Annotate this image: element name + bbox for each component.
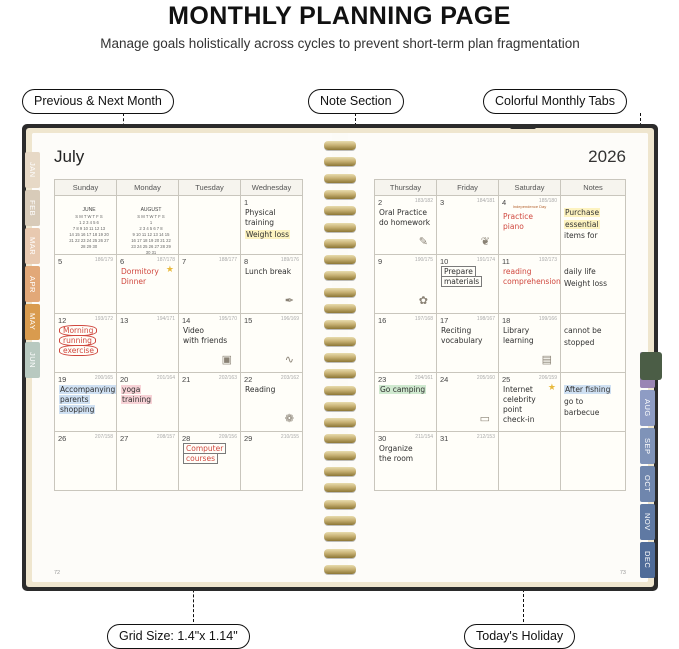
day-number: 5	[58, 257, 63, 266]
day-note	[183, 444, 237, 464]
day-note	[503, 212, 557, 232]
month-tab-apr[interactable]: APR	[25, 266, 40, 302]
page-title: MONTHLY PLANNING PAGE	[168, 2, 511, 30]
day-index-label: 192/173	[538, 257, 557, 263]
day-note-line: shopping	[60, 405, 95, 414]
day-number: 30	[378, 434, 387, 443]
notes-cell[interactable]	[561, 255, 626, 314]
day-index-label: 184/181	[476, 198, 495, 204]
day-note-line: Dormitory	[121, 267, 159, 276]
monitor-icon: ▣	[221, 354, 232, 366]
day-note-line: check-in	[503, 415, 535, 424]
month-tab-aug[interactable]: AUG	[640, 390, 655, 426]
note-icon: ▭	[479, 413, 490, 425]
calendar-grid	[54, 179, 303, 491]
calendar-day-cell[interactable]	[241, 255, 303, 314]
calendar-day-cell[interactable]	[117, 314, 179, 373]
month-tab-oct[interactable]: OCT	[640, 466, 655, 502]
calendar-day-cell[interactable]	[55, 255, 117, 314]
day-index-label: 210/155	[280, 434, 299, 440]
spiral-ring	[324, 516, 356, 525]
day-note	[59, 326, 113, 356]
calendar-week-row	[375, 255, 626, 314]
day-number: 18	[502, 316, 511, 325]
day-note	[503, 326, 557, 346]
weekday-header-friday: Friday	[437, 180, 499, 196]
notes-line: essential	[565, 219, 599, 229]
calendar-day-cell[interactable]	[499, 314, 561, 373]
day-note-line: training	[122, 395, 152, 404]
weekday-header-monday: Monday	[117, 180, 179, 196]
day-index-label: 190/175	[414, 257, 433, 263]
spiral-ring	[324, 304, 356, 313]
day-note-line: Organize	[379, 444, 413, 453]
day-note-line: comprehension	[503, 277, 561, 286]
day-note	[121, 385, 175, 405]
month-tab-sep[interactable]: SEP	[640, 428, 655, 464]
leaf-icon: ❦	[480, 236, 490, 248]
day-index-label: 196/169	[280, 316, 299, 322]
day-number: 16	[378, 316, 387, 325]
day-number: 29	[244, 434, 253, 443]
month-tab-feb[interactable]: FEB	[25, 190, 40, 226]
spiral-ring	[324, 337, 356, 346]
spiral-ring	[324, 418, 356, 427]
day-index-label: 198/167	[476, 316, 495, 322]
mini-month-header: S M T W T F S	[137, 214, 165, 219]
spiral-ring	[324, 239, 356, 248]
calendar-week-row	[55, 255, 303, 314]
calendar-week-row	[375, 373, 626, 432]
calendar-day-cell[interactable]	[375, 314, 437, 373]
mini-month-row: 28 29 30	[80, 244, 98, 249]
day-index-label: 199/166	[538, 316, 557, 322]
calendar-day-cell[interactable]	[117, 255, 179, 314]
day-note-line: courses	[183, 454, 237, 464]
day-index-label: 183/182	[414, 198, 433, 204]
calendar-day-cell[interactable]	[55, 196, 117, 255]
day-index-label: 207/158	[94, 434, 113, 440]
day-number: 22	[244, 375, 253, 384]
day-index-label: 209/156	[218, 434, 237, 440]
day-note-line: Lunch break	[245, 267, 292, 276]
flower-icon: ✿	[418, 295, 428, 307]
pencil-icon: ✎	[418, 236, 428, 248]
mini-month-row: 1 2 3 4 5 6	[79, 220, 99, 225]
sparkle-icon: ❁	[284, 413, 294, 425]
day-note	[379, 208, 433, 228]
day-index-label: 195/170	[218, 316, 237, 322]
mini-month-header: S M T W T F S	[75, 214, 103, 219]
notes-line: items for	[564, 231, 598, 240]
calendar-day-cell[interactable]	[499, 432, 561, 491]
spiral-ring	[324, 532, 356, 541]
day-number: 20	[120, 375, 129, 384]
day-index-label: 200/165	[94, 375, 113, 381]
weekday-header-saturday: Saturday	[499, 180, 561, 196]
spiral-ring	[324, 565, 356, 574]
day-note-line: point	[503, 405, 523, 414]
day-number: 28	[182, 434, 191, 443]
day-note-line: celebrity	[503, 395, 536, 404]
calendar-day-cell[interactable]	[179, 255, 241, 314]
mini-month-row: 21 22 23 24 25 26 27	[69, 238, 109, 243]
day-note	[183, 326, 237, 346]
day-note	[503, 267, 561, 287]
spiral-ring	[324, 141, 356, 150]
day-number: 12	[58, 316, 67, 325]
callout-colorful-monthly-tabs: Colorful Monthly Tabs	[483, 89, 627, 114]
calendar-day-cell[interactable]	[375, 255, 437, 314]
spiral-ring	[324, 549, 356, 558]
day-note	[245, 208, 299, 228]
weekday-header-wednesday: Wednesday	[241, 180, 303, 196]
callout-note-section: Note Section	[308, 89, 404, 114]
day-index-label: 201/164	[156, 375, 175, 381]
day-note-line: Internet	[503, 385, 533, 394]
day-number: 14	[182, 316, 191, 325]
day-number: 1	[244, 198, 249, 207]
day-note-line: reading	[503, 267, 532, 276]
calendar-day-cell[interactable]	[437, 314, 499, 373]
notes-text	[564, 325, 622, 348]
calendar-day-cell[interactable]	[117, 432, 179, 491]
star-icon: ★	[547, 382, 556, 392]
day-note	[379, 385, 433, 395]
calendar-day-cell[interactable]	[179, 314, 241, 373]
day-note-line: Go camping	[380, 385, 426, 394]
spiral-ring	[324, 223, 356, 232]
day-note-line: parents	[60, 395, 89, 404]
month-tab-jan[interactable]: JAN	[25, 152, 40, 188]
notes-line: barbecue	[564, 408, 600, 417]
spiral-ring	[324, 483, 356, 492]
month-tab-may[interactable]: MAY	[25, 304, 40, 340]
day-index-label: 208/157	[156, 434, 175, 440]
day-note-line: Reading	[245, 385, 276, 394]
month-tab-nov[interactable]: NOV	[640, 504, 655, 540]
day-number: 24	[440, 375, 449, 384]
day-number: 21	[182, 375, 191, 384]
spiral-ring	[324, 271, 356, 280]
notes-cell[interactable]	[561, 373, 626, 432]
day-index-label: 197/168	[414, 316, 433, 322]
month-label: July	[54, 147, 85, 166]
day-note-secondary: Weight loss	[246, 230, 290, 239]
spiral-ring	[324, 386, 356, 395]
weekday-header-notes: Notes	[561, 180, 626, 196]
calendar-day-cell[interactable]	[241, 373, 303, 432]
calendar-day-cell[interactable]	[179, 373, 241, 432]
notes-line: stopped	[564, 337, 595, 347]
day-number: 26	[58, 434, 67, 443]
calendar-day-cell[interactable]	[437, 196, 499, 255]
month-tab-mar[interactable]: MAR	[25, 228, 40, 264]
day-index-label: 206/159	[538, 375, 557, 381]
calendar-day-cell[interactable]	[499, 196, 561, 255]
day-note	[441, 326, 495, 346]
day-note-line: running	[59, 336, 113, 346]
spiral-ring	[324, 402, 356, 411]
calendar-week-row	[375, 196, 626, 255]
day-number: 19	[58, 375, 67, 384]
calendar-week-row	[55, 373, 303, 432]
binder-clip	[510, 124, 536, 129]
day-note-line: Accompanying	[60, 385, 116, 394]
calendar-week-row	[375, 432, 626, 491]
day-number: 2	[378, 198, 383, 207]
day-number: 27	[120, 434, 129, 443]
notes-cell[interactable]	[561, 314, 626, 373]
mini-month-row: 9 10 11 12 13 14 15	[132, 232, 170, 237]
notes-cell[interactable]	[561, 432, 626, 491]
spiral-ring	[324, 206, 356, 215]
day-note-line: Computer	[183, 444, 237, 454]
spiral-ring	[324, 467, 356, 476]
calendar-day-cell[interactable]	[375, 432, 437, 491]
day-note-line: the room	[379, 454, 414, 463]
planner-book	[22, 124, 658, 591]
mini-month-row: 1	[149, 220, 153, 225]
spiral-ring	[324, 451, 356, 460]
callout-todays-holiday: Today's Holiday	[464, 624, 575, 649]
spiral-ring	[324, 434, 356, 443]
day-number: 9	[378, 257, 383, 266]
spiral-ring	[324, 190, 356, 199]
day-note	[379, 444, 433, 464]
scribble-icon: ∿	[284, 354, 294, 366]
weekday-header-sunday: Sunday	[55, 180, 117, 196]
mini-month-row: 2 3 4 5 6 7 8	[139, 226, 163, 231]
day-note-line: Practice	[503, 212, 533, 221]
mini-month-june	[58, 207, 120, 250]
notes-cell[interactable]	[561, 196, 626, 255]
notes-line: daily life	[564, 267, 596, 276]
day-note-line: materials	[441, 277, 495, 287]
day-note-line: vocabulary	[441, 336, 483, 345]
day-index-label: 202/163	[218, 375, 237, 381]
day-note	[245, 267, 299, 277]
spiral-ring	[324, 320, 356, 329]
calendar-day-cell[interactable]	[437, 432, 499, 491]
day-index-label: 204/161	[414, 375, 433, 381]
day-number: 17	[440, 316, 449, 325]
spiral-ring	[324, 174, 356, 183]
day-note-line: Oral Practice	[379, 208, 428, 217]
day-note-line: do homework	[379, 218, 431, 227]
day-note-line: learning	[503, 336, 534, 345]
calendar-day-cell[interactable]	[117, 196, 179, 255]
elastic-closure	[640, 352, 662, 380]
notes-line: After fishing	[565, 385, 611, 394]
mini-month-row: 7 8 9 10 11 12 13	[72, 226, 106, 231]
spiral-ring	[324, 353, 356, 362]
day-note-line: yoga	[122, 385, 141, 394]
day-note-line: Reciting	[441, 326, 472, 335]
day-note	[441, 267, 495, 287]
day-note-line: exercise	[59, 346, 113, 356]
day-number: 10	[440, 257, 449, 266]
day-number: 15	[244, 316, 253, 325]
weekday-header-tuesday: Tuesday	[179, 180, 241, 196]
spiral-ring	[324, 369, 356, 378]
day-index-label: 212/153	[476, 434, 495, 440]
page-subtitle: Manage goals holistically across cycles to prevent short-term plan fragmentation	[100, 36, 580, 51]
star-icon: ★	[165, 264, 174, 274]
notes-text	[564, 207, 622, 242]
mini-month-title: JUNE	[82, 207, 96, 213]
weekday-header-thursday: Thursday	[375, 180, 437, 196]
notes-line: Purchase	[565, 208, 600, 217]
day-note-line: Dinner	[121, 277, 147, 286]
calendar-day-cell[interactable]	[241, 196, 303, 255]
mini-month-title: AUGUST	[140, 207, 162, 213]
calendar-day-cell[interactable]	[179, 196, 241, 255]
day-number: 4	[502, 198, 507, 207]
day-number: 11	[502, 257, 510, 266]
day-note-line: with friends	[183, 336, 228, 345]
callout-grid-size: Grid Size: 1.4"x 1.14"	[107, 624, 250, 649]
day-number: 13	[120, 316, 129, 325]
notes-text	[564, 266, 622, 289]
spiral-ring	[324, 288, 356, 297]
mini-month-row: 23 24 25 26 27 28 29	[131, 244, 171, 249]
calendar-day-cell[interactable]	[55, 432, 117, 491]
day-index-label: 193/172	[94, 316, 113, 322]
mini-month-row: 30 31	[145, 250, 157, 255]
holiday-label: Independence Day	[512, 204, 547, 209]
notes-line: cannot be	[564, 326, 602, 335]
notes-text	[564, 384, 622, 419]
calendar-week-row	[375, 314, 626, 373]
day-note-line: Prepare	[441, 267, 495, 277]
day-index-label: 191/174	[476, 257, 495, 263]
day-index-label: 188/177	[218, 257, 237, 263]
calendar-day-cell[interactable]	[117, 373, 179, 432]
calendar-day-cell[interactable]	[499, 373, 561, 432]
day-number: 25	[502, 375, 511, 384]
calendar-day-cell[interactable]	[437, 373, 499, 432]
year-label: 2026	[588, 147, 626, 166]
day-number: 31	[440, 434, 449, 443]
spiral-ring	[324, 500, 356, 509]
day-index-label: 185/180	[538, 198, 557, 204]
calendar-week-row	[55, 432, 303, 491]
day-note-line: Video	[183, 326, 205, 335]
day-note-line: piano	[503, 222, 524, 231]
day-number: 8	[244, 257, 249, 266]
day-number: 3	[440, 198, 445, 207]
day-index-label: 187/178	[156, 257, 175, 263]
day-note	[245, 385, 299, 395]
month-tab-dec[interactable]: DEC	[640, 542, 655, 578]
calendar-day-cell[interactable]	[437, 255, 499, 314]
day-note-line: Morning	[59, 326, 113, 336]
day-number: 7	[182, 257, 187, 266]
day-note-line: Physical	[245, 208, 276, 217]
day-index-label: 194/171	[156, 316, 175, 322]
day-index-label: 186/179	[94, 257, 113, 263]
page-number-right: 73	[619, 570, 626, 576]
calendar-day-cell[interactable]	[241, 314, 303, 373]
spiral-ring	[324, 255, 356, 264]
day-note	[59, 385, 116, 415]
mini-month-row: 16 17 18 19 20 21 22	[131, 238, 171, 243]
mini-month-row: 14 15 16 17 18 19 20	[69, 232, 109, 237]
day-index-label: 203/162	[280, 375, 299, 381]
notes-line: Weight loss	[564, 278, 608, 288]
page-number-left: 72	[54, 570, 61, 576]
calendar-week-row	[55, 314, 303, 373]
book-icon: ▤	[541, 354, 552, 366]
day-index-label: 205/160	[476, 375, 495, 381]
calendar-day-cell[interactable]	[375, 196, 437, 255]
day-index-label: 189/176	[280, 257, 299, 263]
day-number: 6	[120, 257, 125, 266]
calendar-day-cell[interactable]	[375, 373, 437, 432]
spiral-ring	[324, 157, 356, 166]
day-index-label: 211/154	[415, 434, 433, 440]
calendar-day-cell[interactable]	[241, 432, 303, 491]
planner-paper	[32, 133, 648, 582]
calendar-day-cell[interactable]	[55, 314, 117, 373]
spiral-rings	[324, 133, 356, 582]
mini-month-august	[120, 207, 182, 256]
calendar-day-cell[interactable]	[179, 432, 241, 491]
notes-line: go to	[564, 396, 584, 406]
day-note-line: training	[245, 218, 275, 227]
calendar-grid	[374, 179, 626, 491]
pen-icon: ✒	[284, 295, 294, 307]
day-note-line: Library	[503, 326, 530, 335]
calendar-day-cell[interactable]	[55, 373, 117, 432]
calendar-week-row	[55, 196, 303, 255]
callout-previous-next-month: Previous & Next Month	[22, 89, 174, 114]
calendar-day-cell[interactable]	[499, 255, 561, 314]
day-number: 23	[378, 375, 387, 384]
month-tab-jun[interactable]: JUN	[25, 342, 40, 378]
